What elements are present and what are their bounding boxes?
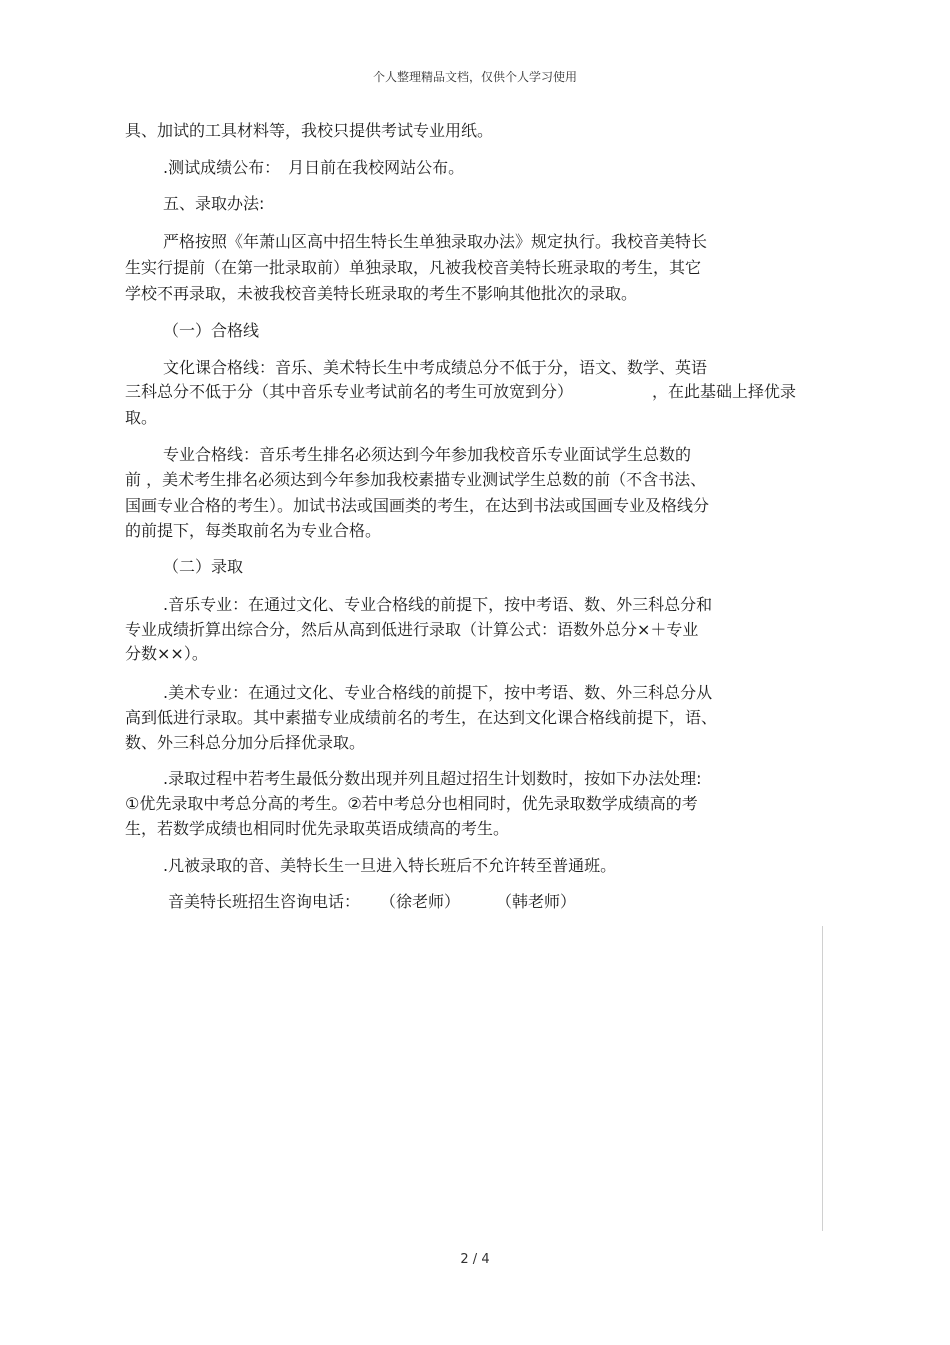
text-line: 生实行提前（在第一批录取前）单独录取，凡被我校音美特长班录取的考生，其它 [125, 258, 702, 277]
contact-teacher-han: （韩老师） [496, 892, 577, 911]
text-line: 学校不再录取，未被我校音美特长班录取的考生不影响其他批次的录取。 [125, 284, 638, 303]
page-number: 2 / 4 [460, 1252, 490, 1267]
text-line: 生，若数学成绩也相同时优先录取英语成绩高的考生。 [125, 819, 510, 838]
contact-line [168, 891, 576, 913]
text-line: 数、外三科总分加分后择优录取。 [125, 733, 366, 752]
text-line: 专业成绩折算出综合分，然后从高到低进行录取（计算公式：语数外总分×＋专业 [125, 620, 699, 639]
contact-label: 音美特长班招生咨询电话： [168, 892, 361, 911]
text-line: 专业合格线：音乐考生排名必须达到今年参加我校音乐专业面试学生总数的 [163, 445, 692, 464]
margin-rule [822, 926, 823, 1231]
sub-heading: （二）录取 [163, 557, 244, 576]
text-line: 取。 [125, 408, 158, 427]
text-line: .音乐专业：在通过文化、专业合格线的前提下，按中考语、数、外三科总分和 [163, 595, 713, 614]
text-line: 具、加试的工具材料等，我校只提供考试专业用纸。 [125, 121, 494, 140]
text-line: 严格按照《年萧山区高中招生特长生单独录取办法》规定执行。我校音美特长 [163, 232, 708, 251]
text-line: ，在此基础上择优录 [652, 382, 797, 401]
text-line: 高到低进行录取。其中素描专业成绩前名的考生，在达到文化课合格线前提下，语、 [125, 708, 718, 727]
text-line: 前 ，美术考生排名必须达到今年参加我校素描专业测试学生总数的前（不含书法、 [125, 470, 707, 489]
text-line: 的前提下，每类取前名为专业合格。 [125, 521, 382, 540]
text-line: .录取过程中若考生最低分数出现并列且超过招生计划数时，按如下办法处理: [163, 769, 702, 788]
text-line: 分数××）。 [125, 644, 208, 663]
contact-teacher-xu: （徐老师） [380, 892, 461, 911]
text-line: .测试成绩公布： 月日前在我校网站公布。 [163, 158, 465, 177]
text-line: 国画专业合格的考生）。加试书法或国画类的考生，在达到书法或国画专业及格线分 [125, 496, 710, 515]
text-line: 文化课合格线：音乐、美术特长生中考成绩总分不低于分，语文、数学、英语 [163, 358, 708, 377]
page-header: 个人整理精品文档，仅供个人学习使用 [372, 70, 577, 84]
text-line: .美术专业：在通过文化、专业合格线的前提下，按中考语、数、外三科总分从 [163, 683, 713, 702]
section-heading: 五、录取办法: [163, 194, 265, 213]
text-line: ①优先录取中考总分高的考生。②若中考总分也相同时，优先录取数学成绩高的考 [125, 794, 698, 813]
text-line: .凡被录取的音、美特长生一旦进入特长班后不允许转至普通班。 [163, 856, 617, 875]
sub-heading: （一）合格线 [163, 321, 260, 340]
text-line: 三科总分不低于分（其中音乐专业考试前名的考生可放宽到分） [125, 382, 574, 401]
